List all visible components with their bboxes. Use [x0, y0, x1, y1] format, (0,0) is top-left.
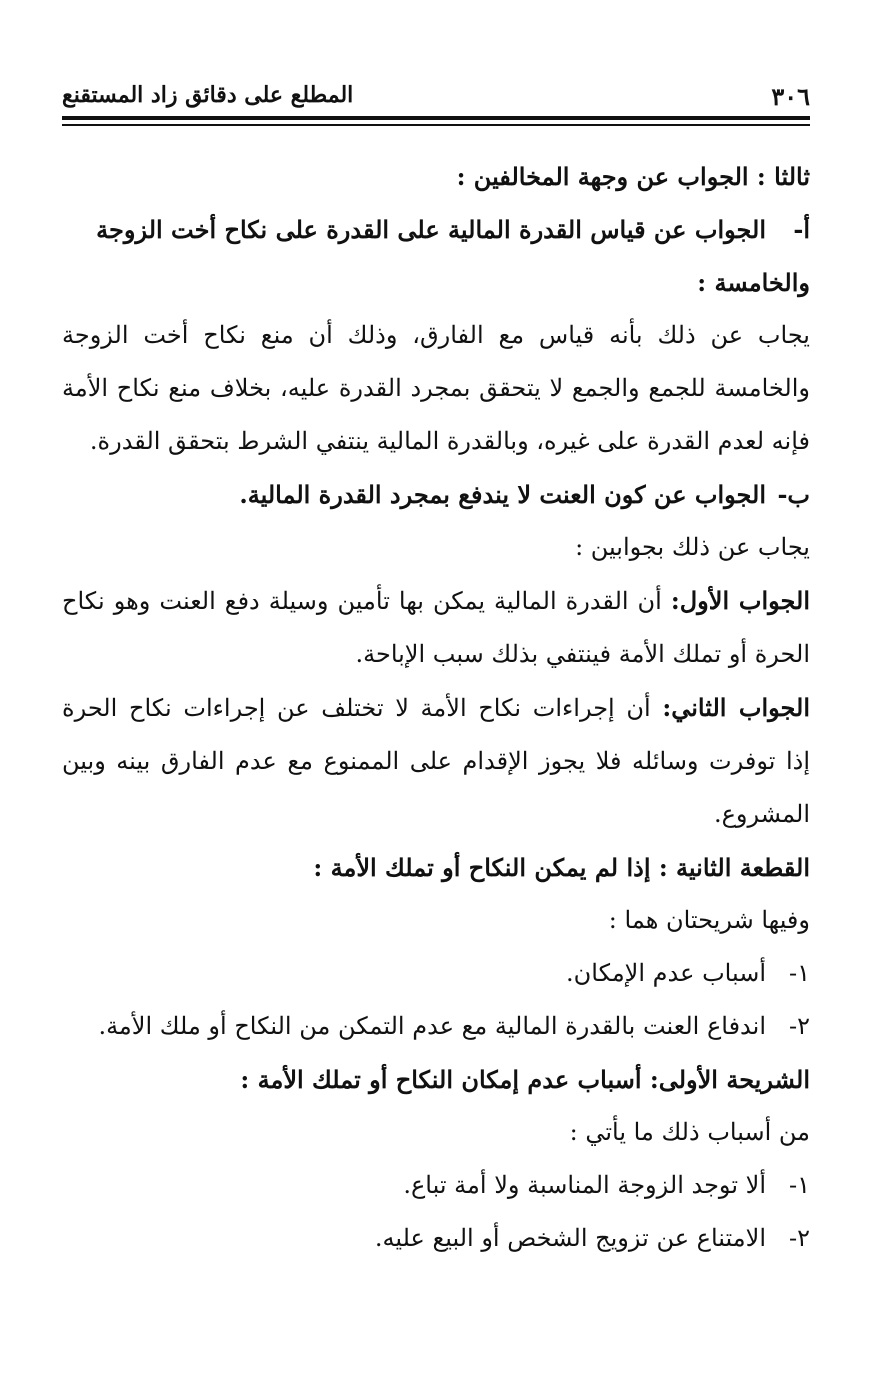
subheading-a-label: أ-	[793, 215, 810, 244]
subheading-b-text: الجواب عن كون العنت لا يندفع بمجرد القدرة المالية.	[239, 480, 766, 509]
answer-2-line2: إذا توفرت وسائله فلا يجوز الإقدام على الممنوع مع عدم الفارق بينه وبين	[62, 747, 810, 775]
subheading-a-text: الجواب عن قياس القدرة المالية على القدرة على نكاح أخت الزوجة	[96, 215, 766, 244]
header-rule-thick	[62, 116, 810, 120]
answer-2-line1	[62, 681, 810, 735]
answer-2-line3: المشروع.	[713, 800, 810, 828]
reason-item-2-text: الامتناع عن تزويج الشخص أو البيع عليه.	[374, 1224, 766, 1252]
reason-item-1	[62, 1159, 810, 1212]
answer-2-label: الجواب الثاني:	[662, 693, 810, 722]
page-number: ٣٠٦	[771, 82, 810, 111]
reason-item-1-text: ألا توجد الزوجة المناسبة ولا أمة تباع.	[403, 1171, 766, 1199]
paragraph-2: يجاب عن ذلك بجوابين :	[575, 533, 810, 561]
heading-second-part: القطعة الثانية : إذا لم يمكن النكاح أو تملك الأمة :	[313, 853, 810, 882]
answer-1-line2: الحرة أو تملك الأمة فينتفي بذلك سبب الإباحة.	[355, 640, 810, 668]
list-item-2	[62, 1000, 810, 1053]
paragraph-1-line3: فإنه لعدم القدرة على غيره، وبالقدرة المالية ينتفي الشرط بتحقق القدرة.	[89, 427, 810, 455]
subheading-a-line1	[62, 203, 810, 256]
heading-third-answer: ثالثا : الجواب عن وجهة المخالفين :	[456, 162, 810, 191]
list-item-2-number: ٢-	[789, 1012, 810, 1040]
heading-first-slice-label: الشريحة الأولى:	[649, 1065, 810, 1094]
answer-1-text: أن القدرة المالية يمكن بها تأمين وسيلة دفع العنت وهو نكاح	[62, 587, 662, 615]
heading-first-slice	[62, 1053, 810, 1106]
header-rule-thin	[62, 124, 810, 126]
list-item-1-number: ١-	[789, 959, 810, 987]
list-item-1-text: أسباب عدم الإمكان.	[566, 959, 766, 987]
reason-item-1-number: ١-	[789, 1171, 810, 1199]
subheading-a-line2: والخامسة :	[697, 268, 810, 297]
answer-1-line1	[62, 574, 810, 628]
answer-1-label: الجواب الأول:	[670, 586, 810, 615]
paragraph-3: وفيها شريحتان هما :	[608, 906, 810, 934]
paragraph-4: من أسباب ذلك ما يأتي :	[569, 1118, 810, 1146]
answer-2-text: أن إجراءات نكاح الأمة لا تختلف عن إجراءات نكاح الحرة	[62, 694, 651, 722]
page-header	[62, 80, 810, 112]
subheading-b	[62, 468, 810, 521]
page-body	[62, 150, 810, 1265]
paragraph-1-line1: يجاب عن ذلك بأنه قياس مع الفارق، وذلك أن منع نكاح أخت الزوجة	[62, 321, 810, 349]
reason-item-2	[62, 1212, 810, 1265]
paragraph-1-line2: والخامسة للجمع والجمع لا يتحقق بمجرد القدرة عليه، بخلاف منع نكاح الأمة	[62, 374, 810, 402]
running-title: المطلع على دقائق زاد المستقنع	[62, 82, 354, 108]
heading-first-slice-text: أسباب عدم إمكان النكاح أو تملك الأمة :	[240, 1065, 642, 1094]
subheading-b-label: ب-	[777, 480, 810, 509]
reason-item-2-number: ٢-	[789, 1224, 810, 1252]
list-item-1	[62, 947, 810, 1000]
list-item-2-text: اندفاع العنت بالقدرة المالية مع عدم التمكن من النكاح أو ملك الأمة.	[98, 1012, 766, 1040]
